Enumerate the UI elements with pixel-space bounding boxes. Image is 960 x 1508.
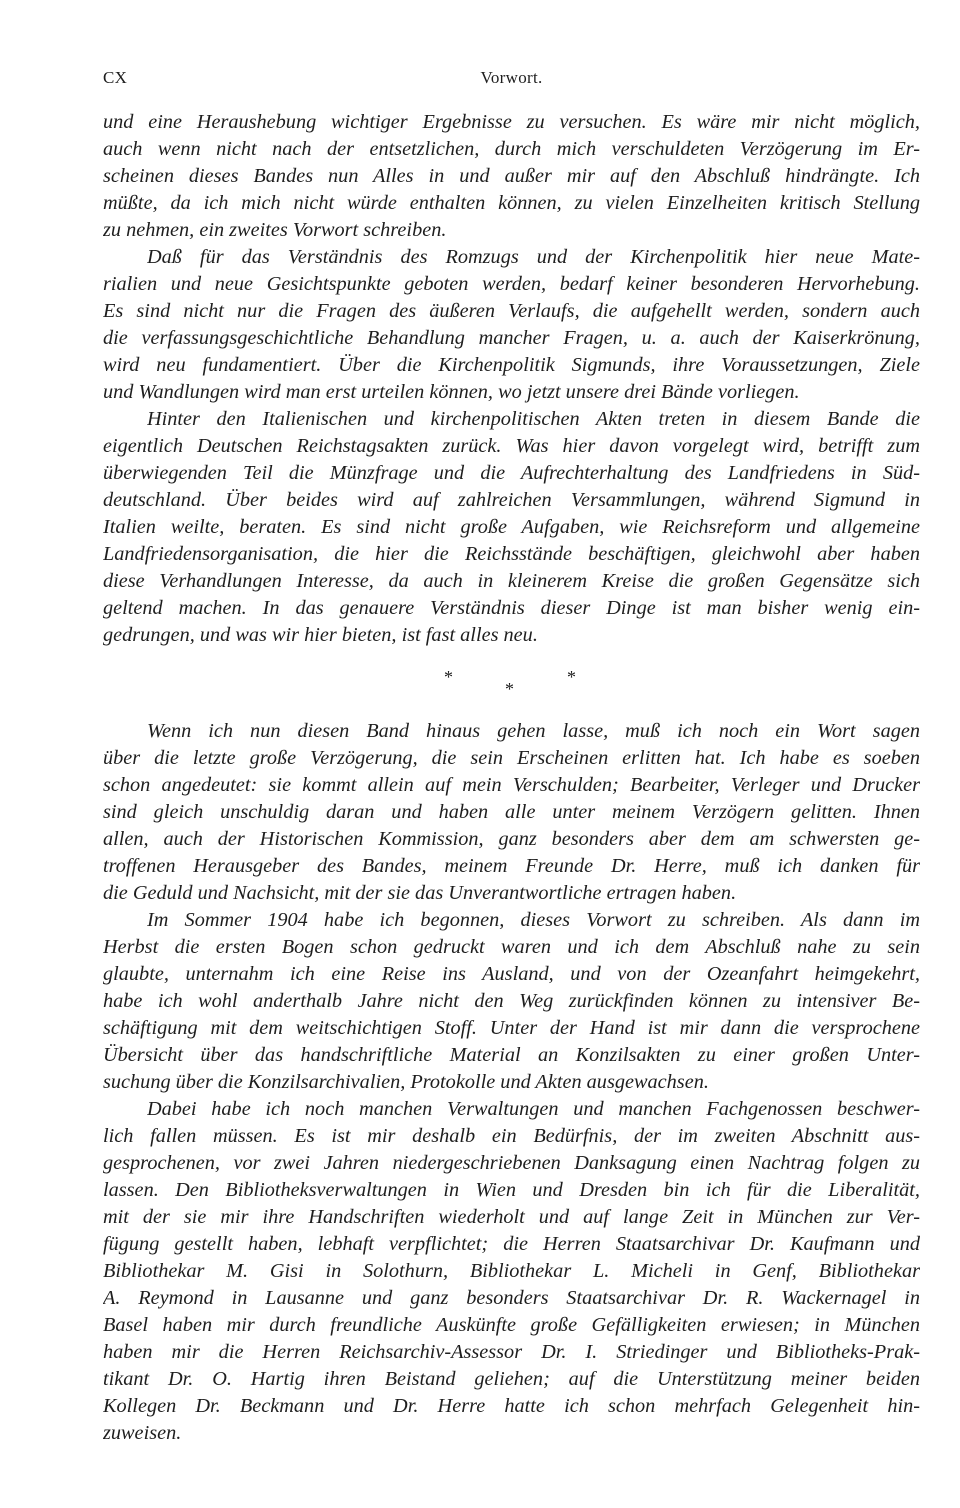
text-line: haben mir die Herren Reichsarchiv-Assessor Dr. I. Striedinger und Bibliotheks-Prak- <box>103 1341 920 1363</box>
text-line: diese Verhandlungen Interesse, da auch in kleinerem Kreise die großen Gegensätze sich <box>103 570 920 592</box>
text-line: überwiegenden Teil die Münzfrage und die Aufrechterhaltung des Landfriedens in Süd- <box>103 462 920 484</box>
text-line: tikant Dr. O. Hartig ihren Beistand geliehen; auf die Unterstützung meiner beiden <box>103 1368 920 1390</box>
page-number: CX <box>103 68 128 87</box>
text-line: gesprochenen, vor zwei Jahren niedergeschriebenen Danksagung einen Nachtrag folgen zu <box>103 1152 920 1174</box>
text-line: zu nehmen, ein zweites Vorwort schreiben. <box>103 219 447 241</box>
text-line: schäftigung mit dem weitschichtigen Stoff. Unter der Hand ist mir dann die versprochene <box>103 1017 920 1039</box>
text-line: Daß für das Verständnis des Romzugs und der Kirchenpolitik hier neue Mate- <box>147 246 920 268</box>
text-line: Herbst die ersten Bogen schon gedruckt waren und ich dem Abschluß nahe zu sein <box>103 936 920 958</box>
asterism-star: * <box>567 667 576 687</box>
text-line: Landfriedensorganisation, die hier die Reichsstände beschäftigen, gleichwohl aber haben <box>103 543 920 565</box>
text-line: Hinter den Italienischen und kirchenpolitischen Akten treten in diesem Bande die <box>147 408 920 430</box>
text-line: Dabei habe ich noch manchen Verwaltungen und manchen Fachgenossen beschwer- <box>147 1098 920 1120</box>
text-line: wird neu fundamentiert. Über die Kirchenpolitik Sigmunds, ihre Voraussetzungen, Ziele <box>103 354 920 376</box>
text-line: Italien weilte, beraten. Es sind nicht große Aufgaben, wie Reichsreform und allgemeine <box>103 516 920 538</box>
text-line: und eine Heraushebung wichtiger Ergebnisse zu versuchen. Es wäre mir nicht möglich, <box>103 111 920 133</box>
text-line: Es sind nicht nur die Fragen des äußeren Verlaufs, die aufgehellt werden, sondern auch <box>103 300 920 322</box>
text-line: Kollegen Dr. Beckmann und Dr. Herre hatte ich schon mehrfach Gelegenheit hin- <box>103 1395 920 1417</box>
text-line: A. Reymond in Lausanne und ganz besonders Staatsarchivar Dr. R. Wackernagel in <box>103 1287 920 1309</box>
asterism-star: * <box>505 679 514 699</box>
text-line: müßte, da ich mich nicht würde enthalten können, zu vielen Einzelheiten kritisch Stellung <box>103 192 920 214</box>
text-line: lich fallen müssen. Es ist mir deshalb ein Bedürfnis, der im zweiten Abschnitt aus- <box>103 1125 920 1147</box>
text-line: troffenen Herausgeber des Bandes, meinem Freunde Dr. Herre, muß ich danken für <box>103 855 920 877</box>
text-line: sind gleich unschuldig daran und haben alle unter meinem Verzögern gelitten. Ihnen <box>103 801 920 823</box>
text-line: rialien und neue Gesichtspunkte geboten werden, bedarf keiner besonderen Hervorhebung. <box>103 273 920 295</box>
running-title: Vorwort. <box>480 68 543 87</box>
text-line: mit der sie mir ihre Handschriften wiederholt und auf lange Zeit in München zur Ver- <box>103 1206 920 1228</box>
text-line: die verfassungsgeschichtliche Behandlung mancher Fragen, u. a. auch der Kaiserkrönung, <box>103 327 920 349</box>
text-line: scheinen dieses Bandes nun Alles in und außer mir auf den Abschluß hindrängte. Ich <box>103 165 920 187</box>
text-line: Bibliothekar M. Gisi in Solothurn, Bibliothekar L. Micheli in Genf, Bibliothekar <box>103 1260 920 1282</box>
text-line: auch wenn nicht nach der entsetzlichen, durch mich verschuldeten Verzögerung im Er- <box>103 138 920 160</box>
text-line: lassen. Den Bibliotheksverwaltungen in Wien und Dresden bin ich für die Liberalität, <box>103 1179 920 1201</box>
text-line: über die letzte große Verzögerung, die sein Erscheinen erlitten hat. Ich habe es soeben <box>103 747 920 769</box>
text-line: geltend machen. In das genauere Verständnis dieser Dinge ist man bisher wenig ein- <box>103 597 920 619</box>
text-line: Im Sommer 1904 habe ich begonnen, dieses Vorwort zu schreiben. Als dann im <box>147 909 920 931</box>
text-line: Wenn ich nun diesen Band hinaus gehen lasse, muß ich noch ein Wort sagen <box>147 720 920 742</box>
text-line: Basel haben mir durch freundliche Auskünfte große Gefälligkeiten erwiesen; in München <box>103 1314 920 1336</box>
text-line: zuweisen. <box>103 1422 182 1444</box>
asterism-star: * <box>444 667 453 687</box>
text-line: Übersicht über das handschriftliche Material an Konzilsakten zu einer großen Unter- <box>103 1044 920 1066</box>
text-line: deutschland. Über beides wird auf zahlreichen Versammlungen, während Sigmund in <box>103 489 920 511</box>
text-line: glaubte, unternahm ich eine Reise ins Ausland, und von der Ozeanfahrt heimgekehrt, <box>103 963 920 985</box>
text-line: fügung gestellt haben, lebhaft verpflichtet; die Herren Staatsarchivar Dr. Kaufmann und <box>103 1233 920 1255</box>
text-line: eigentlich Deutschen Reichstagsakten zurück. Was hier davon vorgelegt wird, betrifft zum <box>103 435 920 457</box>
text-line: habe ich wohl anderthalb Jahre nicht den Weg zurückfinden können zu intensiver Be- <box>103 990 920 1012</box>
text-line: suchung über die Konzilsarchivalien, Protokolle und Akten ausgewachsen. <box>103 1071 709 1093</box>
text-line: gedrungen, und was wir hier bieten, ist fast alles neu. <box>103 624 538 646</box>
running-head <box>103 68 920 92</box>
text-line: allen, auch der Historischen Kommission, ganz besonders aber dem am schwersten ge- <box>103 828 920 850</box>
text-line: und Wandlungen wird man erst urteilen können, wo jetzt unsere drei Bände vorliegen. <box>103 381 800 403</box>
text-line: schon angedeutet: sie kommt allein auf mein Verschulden; Bearbeiter, Verleger und Drucker <box>103 774 920 796</box>
text-line: die Geduld und Nachsicht, mit der sie das Unverantwortliche ertragen haben. <box>103 882 737 904</box>
